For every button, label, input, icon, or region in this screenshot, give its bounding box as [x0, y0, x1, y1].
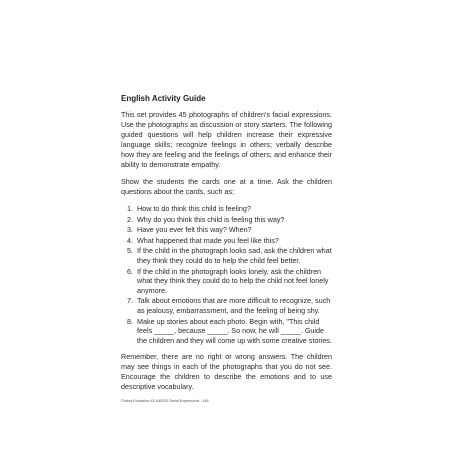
list-item: [121, 215, 332, 225]
closing-paragraph: Remember, there are no right or wrong answers. The children may see things in each of the photographs that you do not see. Encourage the children to describe the emotions and to use descriptive vocabulary.: [121, 352, 332, 392]
list-item-number: 3.: [127, 225, 133, 235]
list-item-number: 7.: [127, 296, 133, 306]
list-item-text: If the child in the photograph looks lonely, ask the children what they think they could do to help the child not feel lonely anymore.: [137, 266, 329, 295]
question-list: [121, 204, 332, 345]
list-item-text: Why do you think this child is feeling this way?: [137, 214, 285, 224]
list-item: [121, 267, 332, 296]
list-item-text: What happened that made you feel like this?: [137, 235, 279, 245]
list-item-text: Have you ever felt this way? When?: [137, 225, 252, 235]
list-item-number: 2.: [127, 214, 133, 224]
list-item: [121, 204, 332, 214]
list-item: [121, 236, 332, 246]
list-item-text: Make up stories about each photo. Begin with, "This child feels _____, because _____. So now, he will _____. Guide the children and they will come up with some creative stories.: [137, 316, 332, 345]
list-item-number: 1.: [127, 204, 133, 213]
list-item-text: If the child in the photograph looks sad, ask the children what they think they could do to help the child feel better.: [137, 246, 332, 265]
list-item-number: 4.: [127, 235, 133, 245]
list-item-text: Talk about emotions that are more difficult to recognize, such as jealousy, embarrassment, and the feeling of being shy.: [137, 296, 331, 315]
list-item: [121, 317, 332, 346]
list-item-number: 5.: [127, 246, 133, 256]
list-item-number: 6.: [127, 266, 133, 276]
activity-guide-page: [121, 94, 332, 404]
intro-paragraph: This set provides 45 photographs of children's facial expressions. Use the photographs as discussion or story starters. The following guided questions will help children increase their expressive language skills; recognize feelings in others; verbally describe how they are feeling and the feelings of others; and enhance their ability to demonstrate empathy.: [121, 110, 332, 169]
list-item: [121, 296, 332, 315]
list-item-text: How to do think this child is feeling?: [137, 204, 251, 213]
list-item: [121, 225, 332, 235]
page-footer: ©Inkey Education KE-845020 Facial Expressions - 448: [121, 399, 209, 404]
list-item-number: 8.: [127, 316, 133, 326]
list-item: [121, 246, 332, 265]
guide-title: English Activity Guide: [121, 94, 206, 103]
instructions-paragraph: Show the students the cards one at a time. Ask the children questions about the cards, such as;: [121, 177, 332, 196]
